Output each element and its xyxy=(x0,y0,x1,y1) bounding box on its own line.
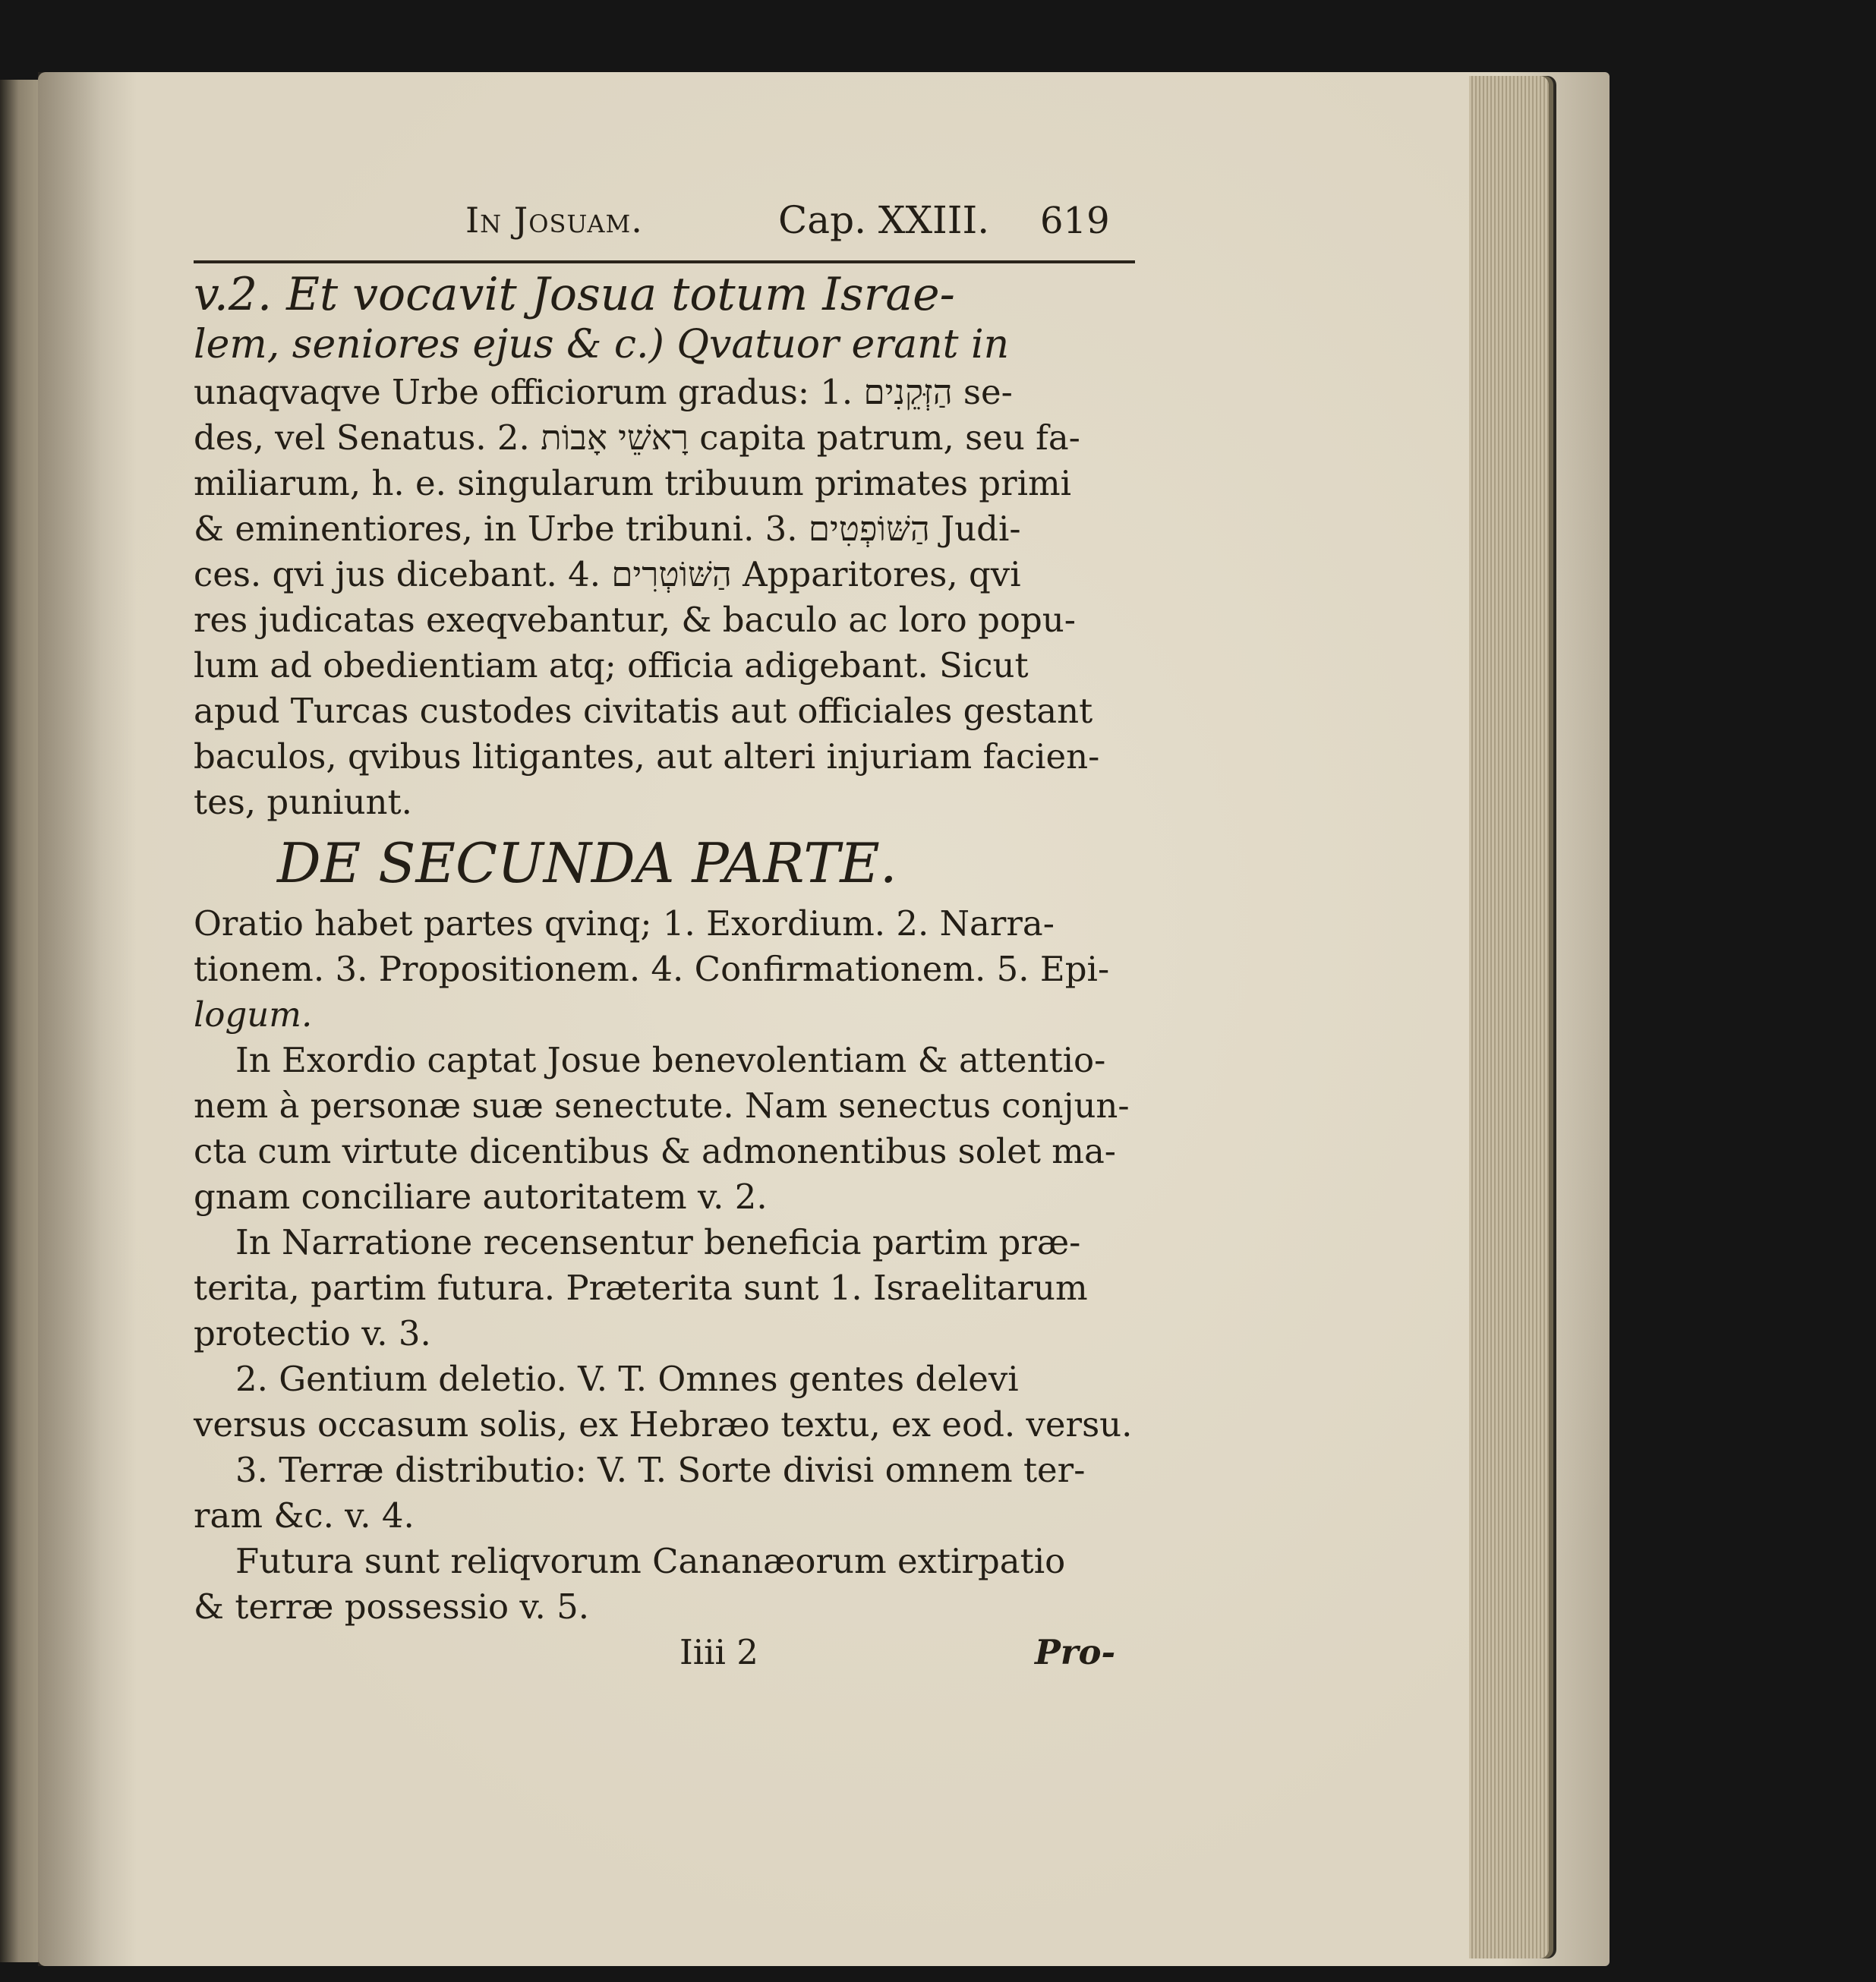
text-line: tes, puniunt. xyxy=(194,782,412,822)
text-line: lum ad obedientiam atq; officia adigebant. Sicut xyxy=(194,645,1029,685)
body-text xyxy=(194,269,1135,1675)
head-rule xyxy=(194,260,1135,263)
text-line: cta cum virtute dicentibus & admonentibus solet ma- xyxy=(194,1131,1116,1171)
text-line: ram &c. v. 4. xyxy=(194,1495,415,1536)
gutter-shadow xyxy=(38,72,137,1966)
text-line: baculos, qvibus litigantes, aut alteri injuriam facien- xyxy=(194,736,1100,777)
text-line: unaqvaqve Urbe officiorum gradus: 1. הַזְּקֵנִים se- xyxy=(194,372,1013,412)
chapter-label: Cap. XXIII. xyxy=(778,198,990,242)
text-line: gnam conciliare autoritatem v. 2. xyxy=(194,1177,768,1217)
text-line: terita, partim futura. Præterita sunt 1. Israelitarum xyxy=(194,1268,1088,1308)
text-line: lem, seniores ejus & c.) Qvatuor erant in xyxy=(194,322,1010,367)
section-heading: DE SECUNDA PARTE. xyxy=(277,831,897,895)
text-line: Futura sunt reliqvorum Cananæorum extirpatio xyxy=(235,1541,1066,1581)
text-line: In Narratione recensentur beneficia partim præ- xyxy=(235,1222,1081,1262)
signature-mark: Iiii 2 xyxy=(679,1632,758,1672)
text-line: & eminentiores, in Urbe tribuni. 3. הַשּׁוֹפְטִים Judi- xyxy=(194,509,1021,549)
text-line: ces. qvi jus dicebant. 4. הַשּׁוֹטְרִים Apparitores, qvi xyxy=(194,554,1021,594)
text-line: apud Turcas custodes civitatis aut officiales gestant xyxy=(194,691,1093,731)
running-head-title: In Josuam. xyxy=(465,200,643,241)
fore-edge-pages xyxy=(1469,76,1549,1958)
text-line: miliarum, h. e. singularum tribuum primates primi xyxy=(194,463,1072,503)
text-line: protectio v. 3. xyxy=(194,1313,431,1353)
text-line: res judicatas exeqvebantur, & baculo ac loro popu- xyxy=(194,600,1076,640)
text-line: versus occasum solis, ex Hebræo textu, ex eod. versu. xyxy=(194,1404,1133,1445)
text-line: In Exordio captat Josue benevolentiam & attentio- xyxy=(235,1040,1106,1080)
text-line: & terræ possessio v. 5. xyxy=(194,1587,590,1627)
text-line: 3. Terræ distributio: V. T. Sorte divisi omnem ter- xyxy=(235,1450,1086,1490)
text-line: logum. xyxy=(194,994,313,1035)
catchword: Pro- xyxy=(1035,1632,1116,1672)
signature-line xyxy=(194,1630,1135,1675)
text-line: tionem. 3. Propositionem. 4. Confirmationem. 5. Epi- xyxy=(194,949,1110,989)
text-line: 2. Gentium deletio. V. T. Omnes gentes delevi xyxy=(235,1359,1019,1399)
text-line: Oratio habet partes qvinq; 1. Exordium. 2. Narra- xyxy=(194,903,1055,944)
text-line: nem à personæ suæ senectute. Nam senectus conjun- xyxy=(194,1086,1130,1126)
text-line: des, vel Senatus. 2. רָאשֵׁי אָבוֹת capita patrum, seu fa- xyxy=(194,418,1080,458)
page-number: 619 xyxy=(1040,200,1110,242)
running-head xyxy=(194,194,1135,247)
text-line: v.2. Et vocavit Josua totum Israe- xyxy=(194,268,955,321)
